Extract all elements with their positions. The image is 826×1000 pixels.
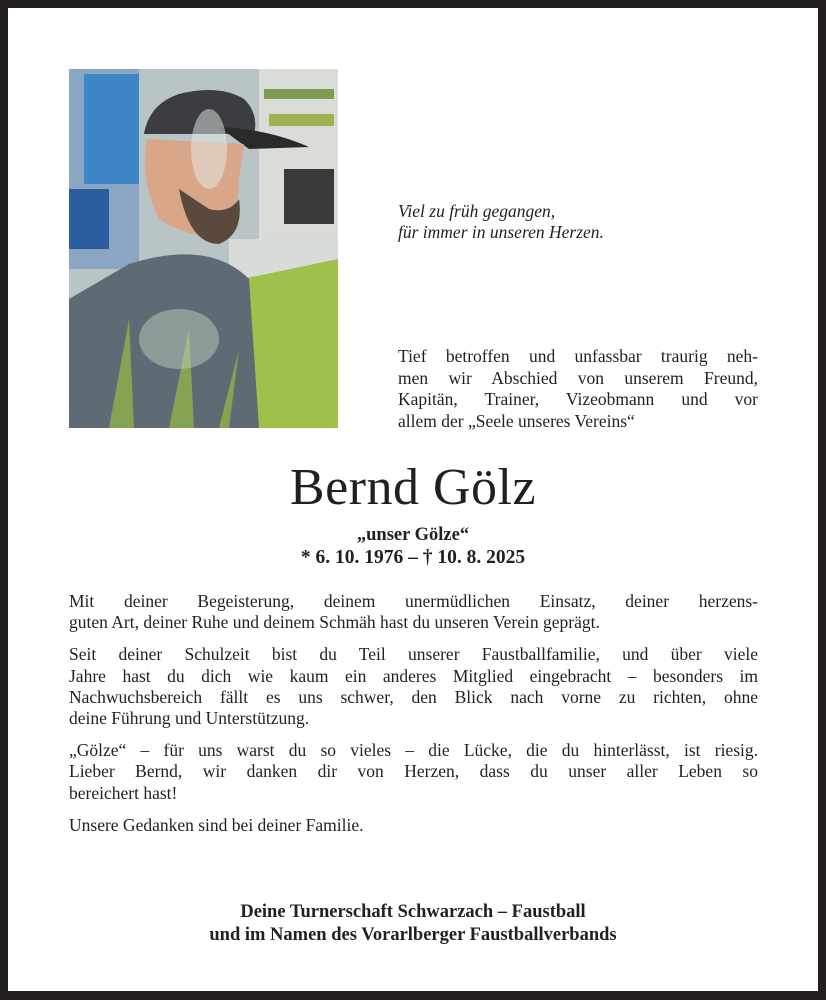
tribute-line: Lieber Bernd, wir danken dir von Herzen, dass du unser aller Leben so	[69, 761, 758, 782]
tribute-line: Unsere Gedanken sind bei deiner Familie.	[69, 814, 364, 835]
intro-text	[398, 346, 758, 432]
intro-line: allem der „Seele unseres Vereins“	[398, 410, 635, 431]
tribute-paragraph	[69, 591, 758, 633]
signature-line: Deine Turnerschaft Schwarzach – Faustball	[240, 902, 586, 922]
tribute-body	[69, 591, 758, 847]
tribute-paragraph	[69, 815, 758, 836]
tribute-paragraph	[69, 644, 758, 729]
tribute-line: Seit deiner Schulzeit bist du Teil unserer Faustballfamilie, und über viele	[69, 644, 758, 665]
portrait-photo	[69, 69, 338, 428]
motto	[398, 201, 604, 243]
tribute-line: bereichert hast!	[69, 782, 178, 803]
tribute-line: „Gölze“ – für uns warst du so vieles – die Lücke, die du hinterlässt, ist riesig.	[69, 740, 758, 761]
intro-line: men wir Abschied von unserem Freund,	[398, 367, 758, 388]
signature-line: und im Namen des Vorarlberger Faustballverbands	[209, 925, 617, 945]
portrait-image	[69, 69, 338, 428]
tribute-line: guten Art, deiner Ruhe und deinem Schmäh hast du unseren Verein geprägt.	[69, 612, 600, 633]
obituary-page	[8, 8, 818, 991]
deceased-name: Bernd Gölz	[289, 459, 537, 516]
tribute-line: Nachwuchsbereich fällt es uns schwer, den Blick nach vorne zu richten, ohne	[69, 686, 758, 707]
motto-line: Viel zu früh gegangen,	[398, 201, 556, 221]
tribute-line: Mit deiner Begeisterung, deinem unermüdlichen Einsatz, deiner herzens-	[69, 591, 758, 611]
life-dates: * 6. 10. 1976 – † 10. 8. 2025	[300, 547, 526, 568]
motto-line: für immer in unseren Herzen.	[398, 222, 604, 242]
intro-line: Kapitän, Trainer, Vizeobmann und vor	[398, 389, 758, 409]
tribute-line: deine Führung und Unterstützung.	[69, 708, 310, 729]
intro-line: Tief betroffen und unfassbar traurig neh-	[398, 346, 758, 366]
tribute-paragraph	[69, 740, 758, 804]
tribute-line: Jahre hast du dich wie kaum ein anderes Mitglied eingebracht – besonders im	[69, 665, 758, 686]
deceased-nickname: „unser Gölze“	[356, 525, 470, 545]
signature	[8, 901, 818, 947]
